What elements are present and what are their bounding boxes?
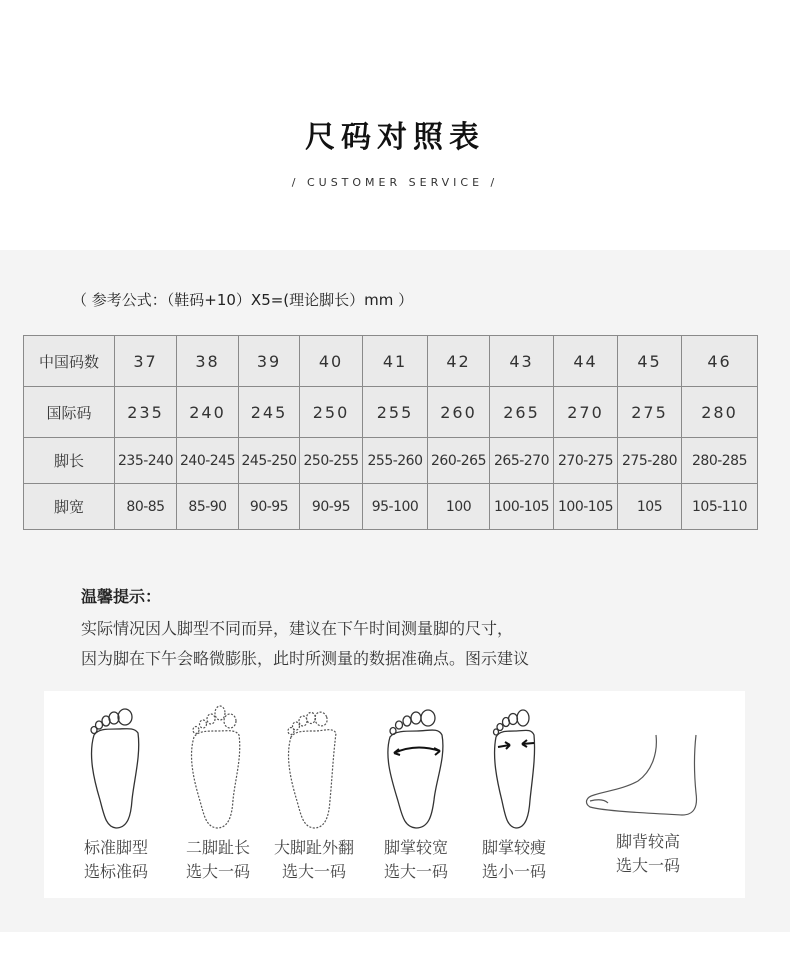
table-cell: 105 — [618, 484, 682, 530]
page-subtitle: / CUSTOMER SERVICE / — [291, 176, 499, 189]
table-row — [24, 438, 758, 484]
row-label: 脚长 — [24, 438, 115, 484]
tips-line-1: 实际情况因人脚型不同而异，建议在下午时间测量脚的尺寸， — [81, 619, 514, 638]
table-cell: 38 — [177, 336, 239, 387]
table-cell: 280-285 — [682, 438, 758, 484]
table-cell: 260 — [428, 387, 490, 438]
row-label: 脚宽 — [24, 484, 115, 530]
table-cell: 39 — [239, 336, 300, 387]
table-cell: 100 — [428, 484, 490, 530]
table-cell: 235 — [115, 387, 177, 438]
size-formula: （ 参考公式：（鞋码+10）X5=(理论脚长）mm ） — [72, 291, 414, 309]
table-cell: 44 — [554, 336, 618, 387]
table-cell: 255 — [363, 387, 428, 438]
wide-foot-icon — [384, 705, 450, 830]
long-second-toe-foot-icon — [186, 705, 248, 830]
table-cell: 100-105 — [554, 484, 618, 530]
table-row — [24, 336, 758, 387]
table-cell: 90-95 — [300, 484, 363, 530]
foot-caption: 标准脚型 选标准码 — [83, 838, 148, 881]
standard-foot-icon — [86, 705, 146, 830]
table-cell: 37 — [115, 336, 177, 387]
size-table — [23, 335, 758, 530]
table-row — [24, 387, 758, 438]
table-cell: 265 — [490, 387, 554, 438]
row-label: 国际码 — [24, 387, 115, 438]
table-cell: 275 — [618, 387, 682, 438]
table-cell: 255-260 — [363, 438, 428, 484]
table-cell: 46 — [682, 336, 758, 387]
foot-caption: 大脚趾外翻 选大一码 — [273, 838, 354, 881]
bunion-foot-icon — [283, 705, 345, 830]
high-instep-foot-icon — [584, 733, 702, 821]
table-cell: 40 — [300, 336, 363, 387]
narrow-foot-icon — [488, 705, 544, 830]
table-cell: 240 — [177, 387, 239, 438]
table-cell: 250-255 — [300, 438, 363, 484]
table-cell: 265-270 — [490, 438, 554, 484]
table-cell: 85-90 — [177, 484, 239, 530]
table-cell: 245 — [239, 387, 300, 438]
foot-caption: 脚背较高 选大一码 — [615, 832, 680, 875]
tips-title: 温馨提示： — [81, 587, 162, 606]
header-area — [0, 0, 790, 250]
page-title: 尺码对照表 — [305, 120, 485, 155]
tips-line-2: 因为脚在下午会略微膨胀，此时所测量的数据准确点。图示建议 — [81, 649, 530, 668]
table-cell: 100-105 — [490, 484, 554, 530]
table-cell: 41 — [363, 336, 428, 387]
table-row — [24, 484, 758, 530]
table-cell: 45 — [618, 336, 682, 387]
table-cell: 105-110 — [682, 484, 758, 530]
table-cell: 235-240 — [115, 438, 177, 484]
table-cell: 270 — [554, 387, 618, 438]
table-cell: 275-280 — [618, 438, 682, 484]
table-cell: 90-95 — [239, 484, 300, 530]
foot-caption: 脚掌较宽 选大一码 — [383, 838, 448, 881]
table-cell: 250 — [300, 387, 363, 438]
table-cell: 43 — [490, 336, 554, 387]
table-cell: 260-265 — [428, 438, 490, 484]
table-cell: 280 — [682, 387, 758, 438]
table-cell: 95-100 — [363, 484, 428, 530]
bottom-band — [0, 932, 790, 969]
table-cell: 42 — [428, 336, 490, 387]
table-cell: 240-245 — [177, 438, 239, 484]
table-cell: 245-250 — [239, 438, 300, 484]
table-cell: 270-275 — [554, 438, 618, 484]
foot-caption: 脚掌较瘦 选小一码 — [481, 838, 546, 881]
table-cell: 80-85 — [115, 484, 177, 530]
foot-caption: 二脚趾长 选大一码 — [185, 838, 250, 881]
row-label: 中国码数 — [24, 336, 115, 387]
